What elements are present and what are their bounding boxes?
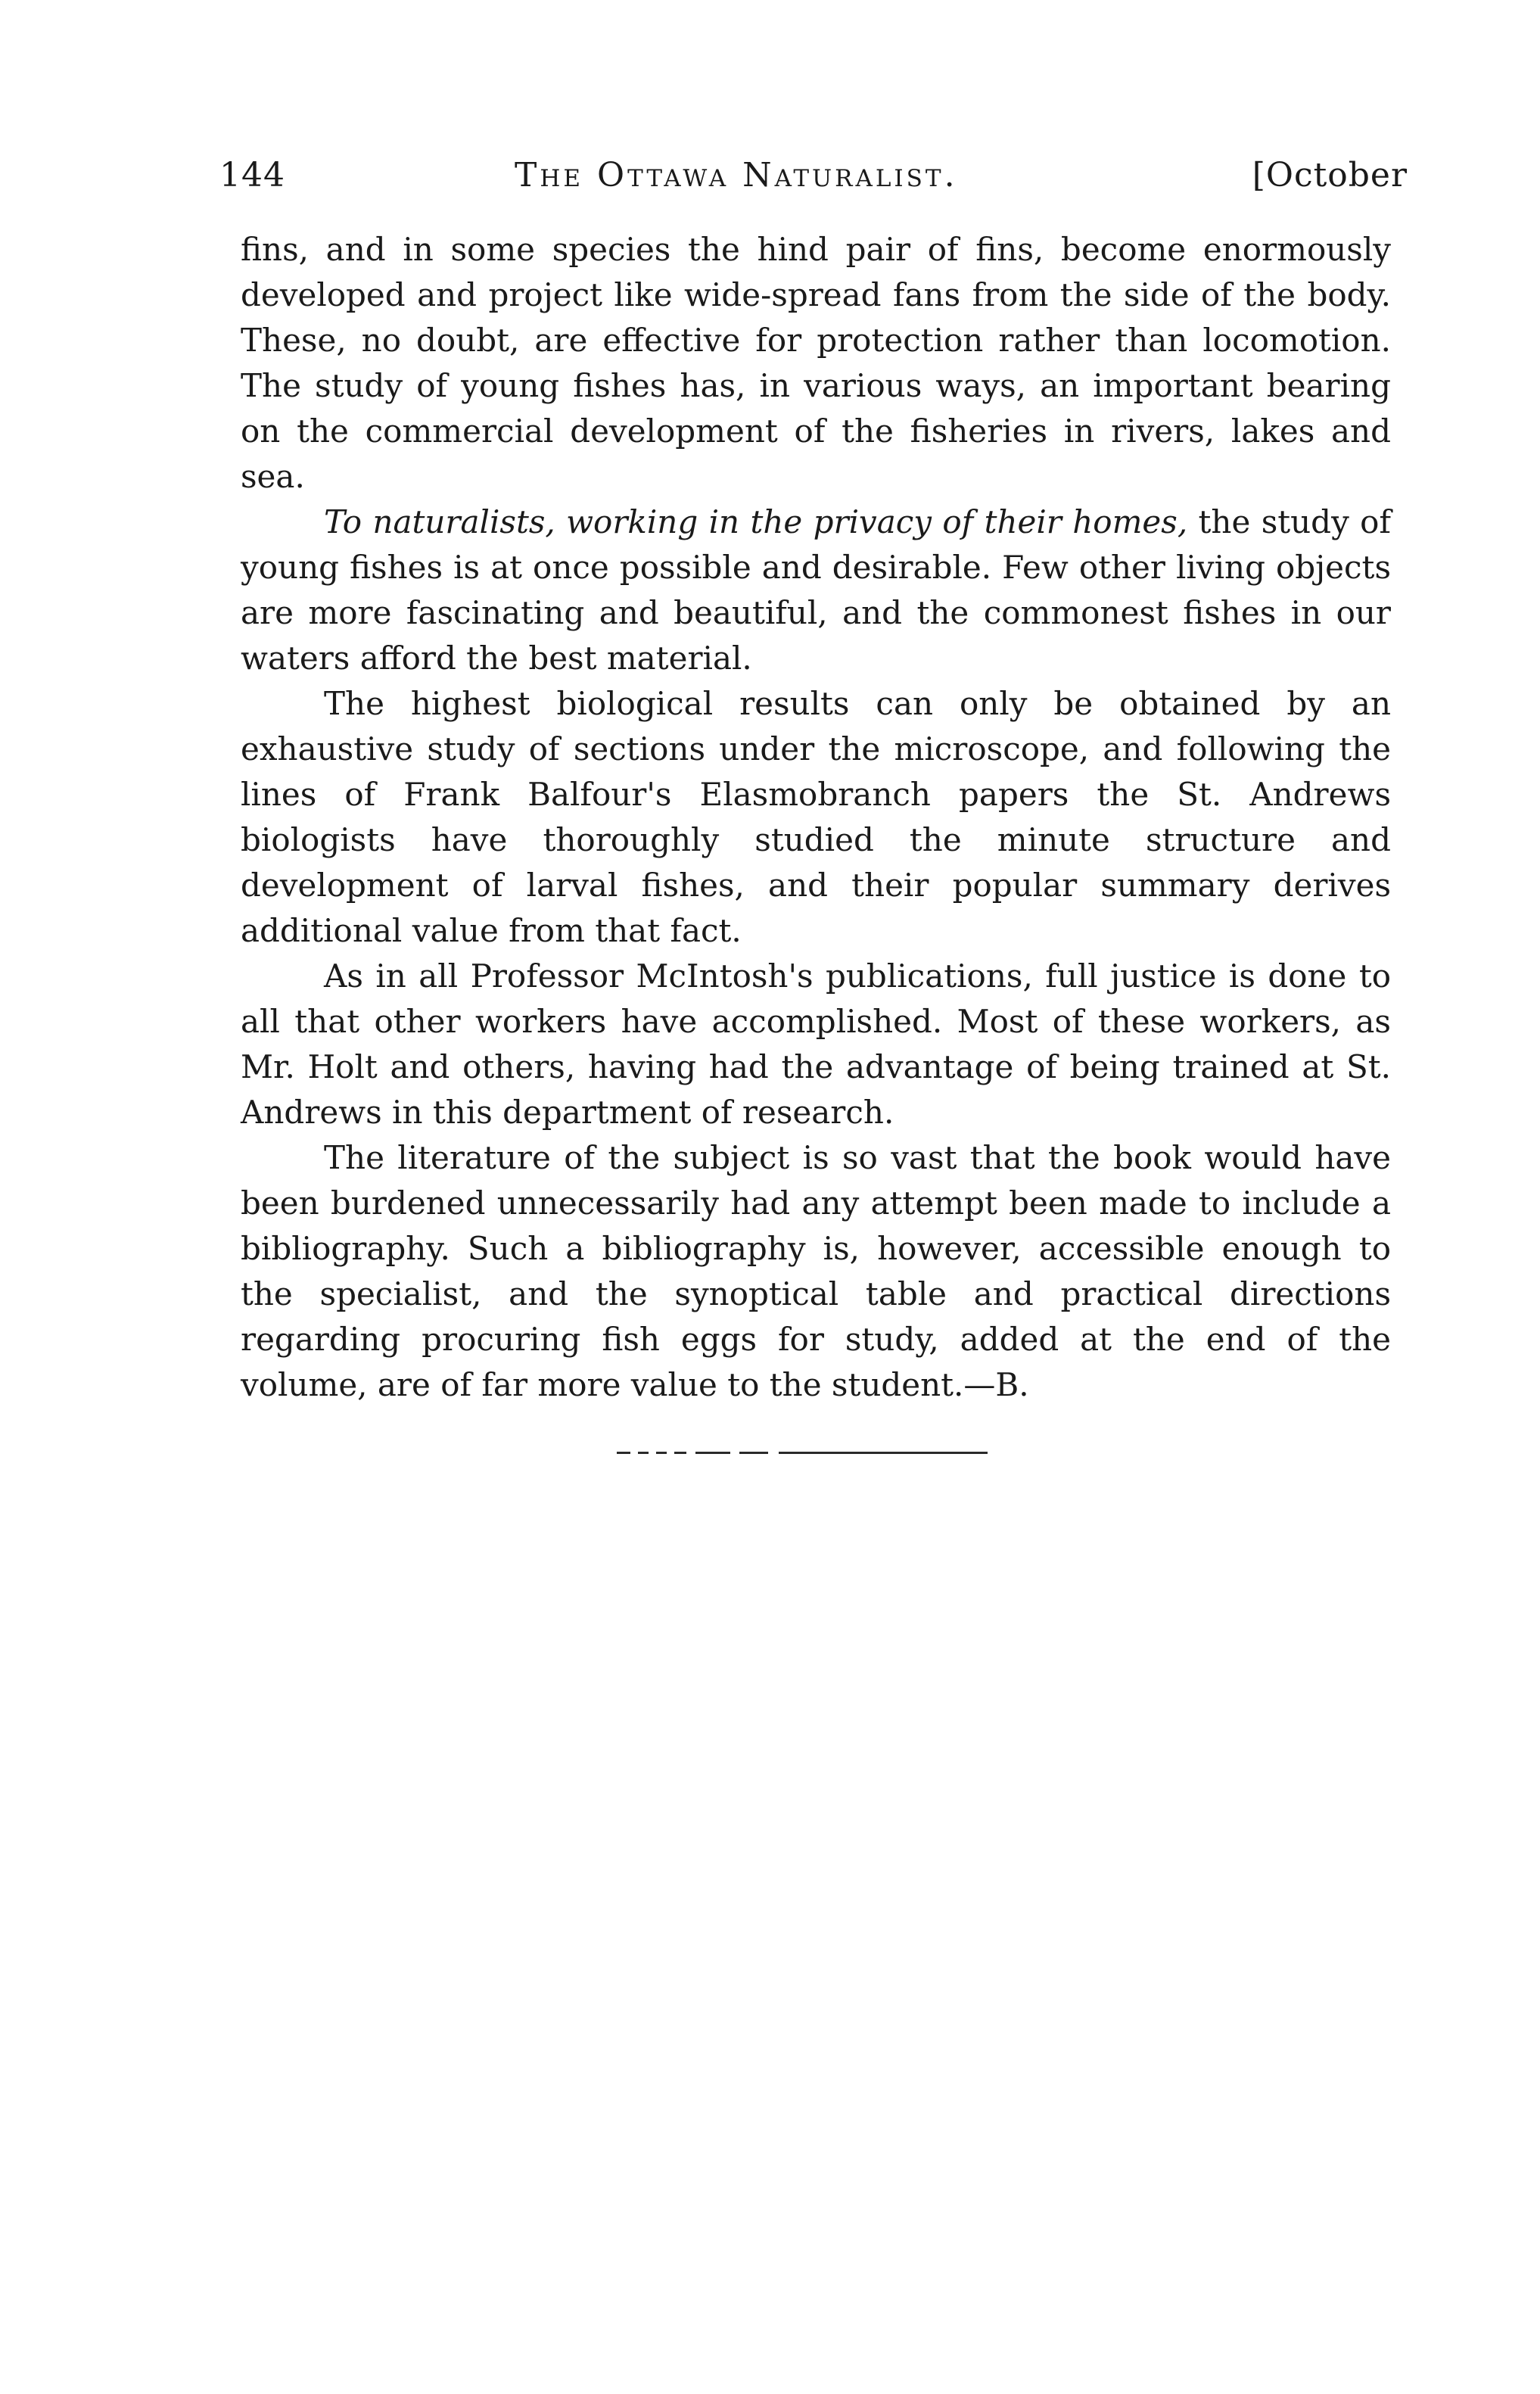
rule-gap bbox=[686, 1452, 695, 1454]
paragraph-biological-results: The highest biological results can only be obtained by an exhaustive study of sections under the microscope, and following the lines of Frank Balfour's Elasmobranch papers the St. Andrews biologists have thoroughly studied the minute structure and development of larval fishes, and their popular summary derives additional value from that fact. bbox=[241, 685, 1391, 949]
page-number: 144 bbox=[219, 156, 285, 195]
rule-gap bbox=[730, 1452, 739, 1454]
section-end-rule bbox=[617, 1452, 988, 1454]
running-head bbox=[219, 156, 1408, 209]
rule-gap bbox=[667, 1452, 674, 1454]
rule-gap bbox=[630, 1452, 638, 1454]
body-text bbox=[241, 227, 1391, 1408]
paragraph-literature: The literature of the subject is so vast that the book would have been burdened unnecessarily had any attempt been made to include a bibliography. Such a bibliography is, however, accessible enough to the specialist, and the synoptical table and practical directions regarding procuring fish eggs for study, added at the end of the volume, are of far more value to the student.—B. bbox=[241, 1139, 1391, 1403]
rule-gap bbox=[768, 1452, 779, 1454]
journal-title: The Ottawa Naturalist. bbox=[515, 156, 958, 195]
paragraph-mcintosh: As in all Professor McIntosh's publications, full justice is done to all that other workers have accomplished. Most of these workers, as Mr. Holt and others, having had the advantage of being trained at St. Andrews in this department of research. bbox=[241, 957, 1391, 1131]
paragraph-text: the study of young fishes is at once possible and desirable. Few other living objects are more fascinating and beautiful, and the commonest fishes in our waters afford the best material. bbox=[241, 503, 1391, 677]
italic-lead: To naturalists, working in the privacy of their homes, bbox=[324, 503, 1188, 540]
issue-month: [October bbox=[1252, 156, 1408, 195]
paragraph-naturalists bbox=[241, 500, 1391, 681]
paragraph-continued: fins, and in some species the hind pair of fins, become enormously developed and project like wide-spread fans from the side of the body. These, no doubt, are effective for protection rather than locomotion. The study of young fishes has, in various ways, an important bearing on the commercial development of the fisheries in rivers, lakes and sea. bbox=[241, 231, 1391, 495]
rule-gap bbox=[649, 1452, 656, 1454]
